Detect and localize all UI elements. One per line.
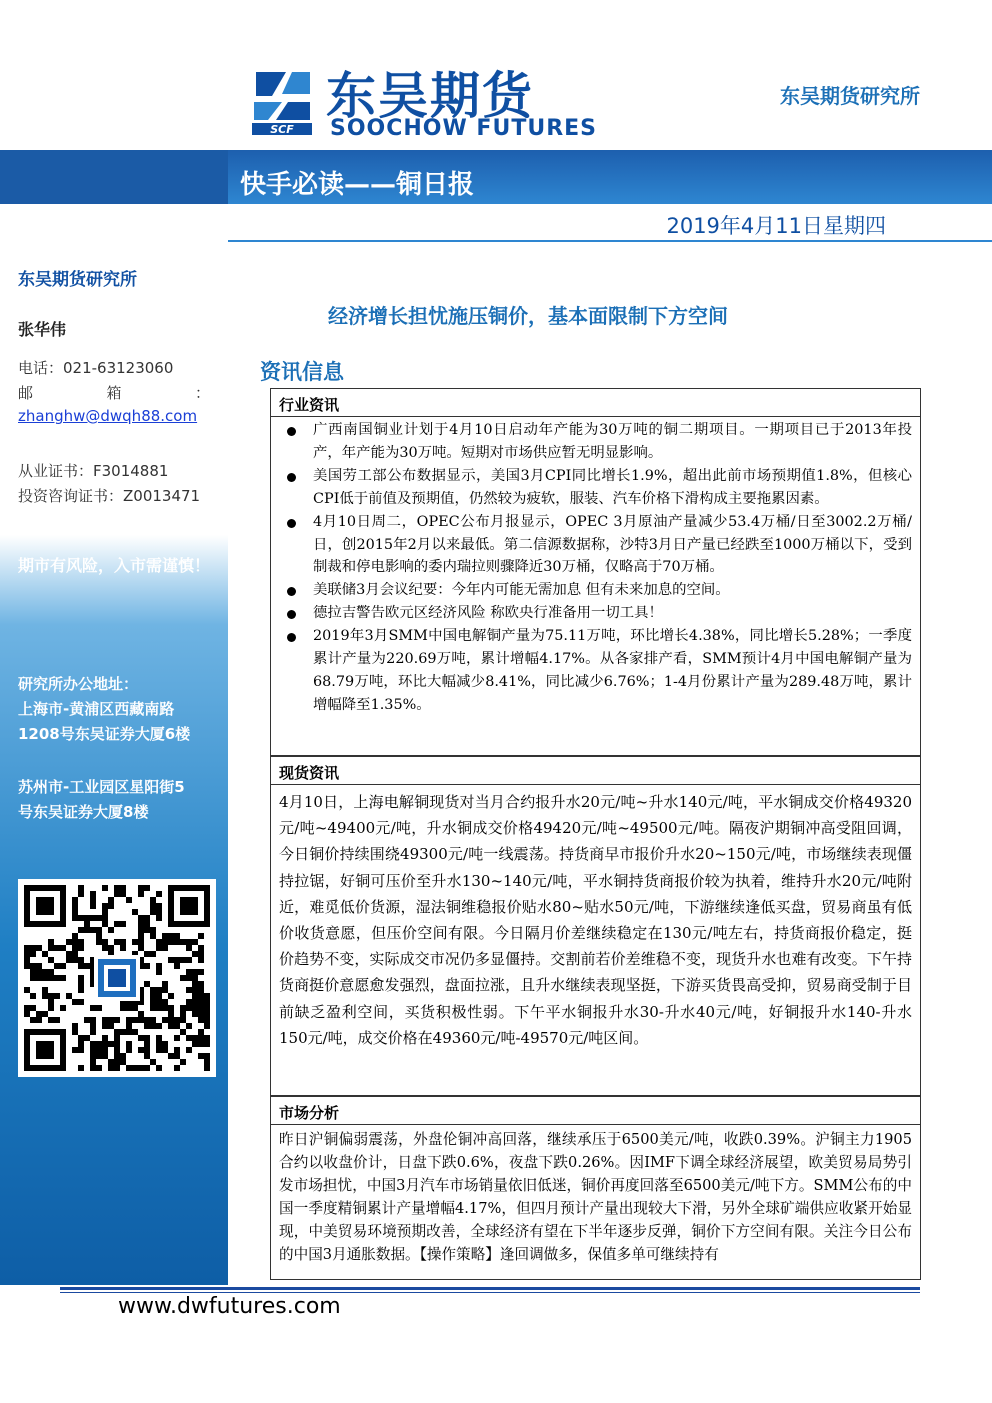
footer-divider-thin <box>60 1292 920 1293</box>
address-shanghai-line2: 1208号东吴证券大厦6楼 <box>18 725 191 743</box>
bullet-icon <box>287 610 296 619</box>
address-suzhou-line1: 苏州市-工业园区星阳街5 <box>18 778 185 796</box>
list-item: 美联储3月会议纪要：今年内可能无需加息 但有未来加息的空间。 <box>279 579 912 602</box>
footer-website-link[interactable]: www.dwfutures.com <box>118 1294 341 1319</box>
consulting-certificate: 投资咨询证书：Z0013471 <box>18 487 201 505</box>
logo-chinese-name: 东吴期货 <box>326 67 534 125</box>
address-label: 研究所办公地址： <box>18 675 139 693</box>
address-shanghai-line1: 上海市-黄浦区西藏南路 <box>18 700 175 718</box>
list-item: 广西南国铜业计划于4月10日启动年产能为30万吨的铜二期项目。一期项目已于2013年投产，年产能为30万吨。短期对市场供应暂无明显影响。 <box>279 419 912 465</box>
report-date: 2019年4月11日星期四 <box>666 214 886 238</box>
list-item: 2019年3月SMM中国电解铜产量为75.11万吨，环比增长4.38%，同比增长5.28%；一季度累计产量为220.69万吨，累计增幅4.17%。从各家排产看，SMM预计4月中国电解铜产量为68.79万吨，环比大幅减少8.41%，同比减少6.76%；1-4月份累计产量为289.48万吨，累计增幅降至1.35%。 <box>279 625 912 717</box>
list-item: 4月10日周二，OPEC公布月报显示，OPEC 3月原油产量减少53.4万桶/日至3002.2万桶/日，创2015年2月以来最低。第二信源数据称，沙特3月日产量已经跌至1000万桶以下，受到制裁和停电影响的委内瑞拉则骤降近30万桶，仅略高于70万桶。 <box>279 511 912 580</box>
industry-news-box <box>270 388 921 756</box>
header-institute: 东吴期货研究所 <box>780 84 920 108</box>
bullet-icon <box>287 587 296 596</box>
report-headline: 经济增长担忧施压铜价，基本面限制下方空间 <box>328 304 728 328</box>
author-phone: 电话：021-63123060 <box>18 359 174 377</box>
sidebar-institute: 东吴期货研究所 <box>18 270 137 290</box>
section-title-news: 资讯信息 <box>260 360 344 384</box>
footer-divider <box>60 1287 920 1290</box>
author-name: 张华伟 <box>18 320 67 339</box>
scf-logo-icon <box>248 66 316 136</box>
spot-news-text: 4月10日，上海电解铜现货对当月合约报升水20元/吨~升水140元/吨，平水铜成交价格49320元/吨~49400元/吨，升水铜成交价格49420元/吨~49500元/吨。隔夜沪期铜冲高受阻回调，今日铜价持续围绕49300元/吨一线震荡。持货商早市报价升水20~150元/吨，市场继续表现僵持拉锯，好铜可压价至升水130~140元/吨，平水铜持货商报价较为执着，维持升水20元/吨附近，难觅低价货源，湿法铜维稳报价贴水80~贴水50元/吨，下游继续逢低买盘，贸易商虽有低价收货意愿，但压价空间有限。今日隔月价差继续稳定在130元/吨左右，持货商报价稳定，挺价趋势不变，实际成交市况仍多显僵持。交割前若价差维稳不变，现货升水也难有改变。下午持货商挺价意愿愈发强烈，盘面拉涨，且升水继续表现坚挺，下游买货畏高受抑，贸易商受制于目前缺乏盈利空间，买货积极性弱。下午平水铜报升水30-升水40元/吨，好铜报升水140-升水150元/吨，成交价格在49360元/吨-49570元/吨区间。 <box>279 793 912 1047</box>
report-title: 快手必读——铜日报 <box>240 170 475 200</box>
practice-certificate: 从业证书：F3014881 <box>18 462 169 480</box>
svg-text:SCF: SCF <box>270 123 294 136</box>
sidebar <box>0 245 228 1285</box>
email-label-char: 邮 <box>18 384 34 402</box>
logo-english-name: SOOCHOW FUTURES <box>330 116 598 141</box>
spot-news-heading: 现货资讯 <box>271 757 920 785</box>
email-label-char: ： <box>194 384 210 402</box>
title-bar-left <box>0 150 228 204</box>
market-analysis-box <box>270 1096 921 1280</box>
industry-news-list <box>279 419 912 717</box>
risk-warning: 期市有风险，入市需谨慎！ <box>18 556 211 575</box>
qr-code-graphic <box>24 885 210 1071</box>
address-suzhou-line2: 号东吴证券大厦8楼 <box>18 803 149 821</box>
qr-code-icon <box>18 879 216 1077</box>
market-analysis-heading: 市场分析 <box>271 1097 920 1125</box>
email-label-char: 箱 <box>106 384 122 402</box>
industry-news-heading: 行业资讯 <box>271 389 920 417</box>
spot-news-box <box>270 756 921 1096</box>
bullet-icon <box>287 473 296 482</box>
bullet-icon <box>287 519 296 528</box>
market-analysis-text: 昨日沪铜偏弱震荡，外盘伦铜冲高回落，继续承压于6500美元/吨，收跌0.39%。沪铜主力1905合约以收盘价计，日盘下跌0.6%，夜盘下跌0.26%。因IMF下调全球经济展望，欧美贸易局势引发市场担忧，中国3月汽车市场销量依旧低迷，铜价再度回落至6500美元/吨下方。SMM公布的中国一季度精铜累计产量增幅4.17%，但四月预计产量出现较大下滑，另外全球矿端供应收紧开始显现，中美贸易环境预期改善，全球经济有望在下半年逐步反弹，铜价下方空间有限。关注今日公布的中国3月通胀数据。【操作策略】逢回调做多，保值多单可继续持有 <box>279 1131 912 1263</box>
email-label <box>18 382 210 403</box>
author-email-link[interactable]: zhanghw@dwqh88.com <box>18 407 198 425</box>
list-item: 美国劳工部公布数据显示，美国3月CPI同比增长1.9%，超出此前市场预期值1.8%，但核心CPI低于前值及预期值，仍然较为疲软，服装、汽车价格下滑构成主要拖累因素。 <box>279 465 912 511</box>
bullet-icon <box>287 427 296 436</box>
bullet-icon <box>287 633 296 642</box>
list-item: 德拉吉警告欧元区经济风险 称欧央行准备用一切工具！ <box>279 602 912 625</box>
